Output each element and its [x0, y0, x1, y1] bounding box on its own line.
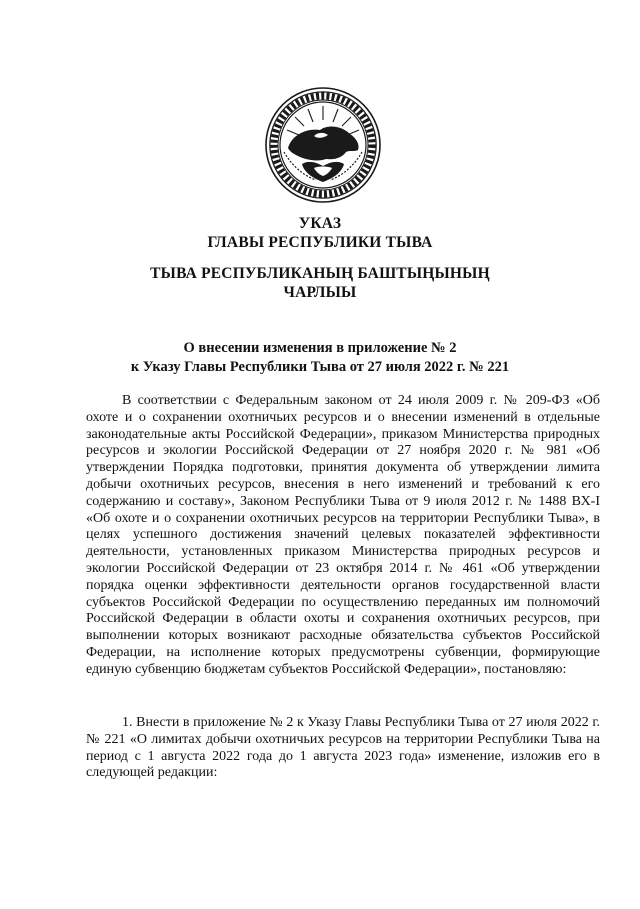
- decree-issuer: ГЛАВЫ РЕСПУБЛИКИ ТЫВА: [207, 234, 433, 251]
- decree-subject-line1: О внесении изменения в приложение № 2: [183, 340, 457, 356]
- decree-title: УКАЗ: [298, 215, 342, 232]
- decree-title-tuvan: ЧАРЛЫЫ: [283, 284, 357, 301]
- coat-of-arms-of-tuva-icon: [258, 86, 388, 204]
- preamble-paragraph: В соответствии с Федеральным законом от 24 июля 2009 г. № 209-ФЗ «Об охоте и о сохранении охотничьих ресурсов и о внесении изменений в отдельные законодательные акты Российской Федерации», приказом Министерства природных ресурсов и экологии Российской Федерации от 27 ноября 2020 г. № 981 «Об утверждении Порядка подготовки, принятия документа об утверждении лимита добычи охотничьих ресурсов, внесения в него изменений и требований к его содержанию и составу», Законом Республики Тыва от 9 июля 2012 г. № 1488 ВХ-I «Об охоте и о сохранении охотничьих ресурсов на территории Республики Тыва», в целях успешного достижения значений целевых показателей эффективности деятельности, установленных приказом Министерства природных ресурсов и экологии Российской Федерации от 23 октября 2014 г. № 461 «Об утверждении порядка оценки эффективности деятельности органов государственной власти субъектов Российской Федерации по осуществлению переданных им полномочий Российской Федерации в области охоты и сохранения охотничьих ресурсов, при выполнении которых возникают расходные обязательства субъектов Российской Федерации, на исполнение которых предусмотрены субвенции, формирующие единую субвенцию бюджетам субъектов Российской Федерации», постановляю:: [86, 393, 600, 677]
- decree-subject-line2: к Указу Главы Республики Тыва от 27 июля 2022 г. № 221: [130, 359, 510, 375]
- decree-issuer-tuvan: ТЫВА РЕСПУБЛИКАНЫҢ БАШТЫҢЫНЫҢ: [150, 265, 490, 282]
- clause-1-paragraph: 1. Внести в приложение № 2 к Указу Главы Республики Тыва от 27 июля 2022 г. № 221 «О лимитах добычи охотничьих ресурсов на территории Республики Тыва на период с 1 августа 2022 года до 1 августа 2023 года» изменение, изложив его в следующей редакции:: [86, 715, 600, 781]
